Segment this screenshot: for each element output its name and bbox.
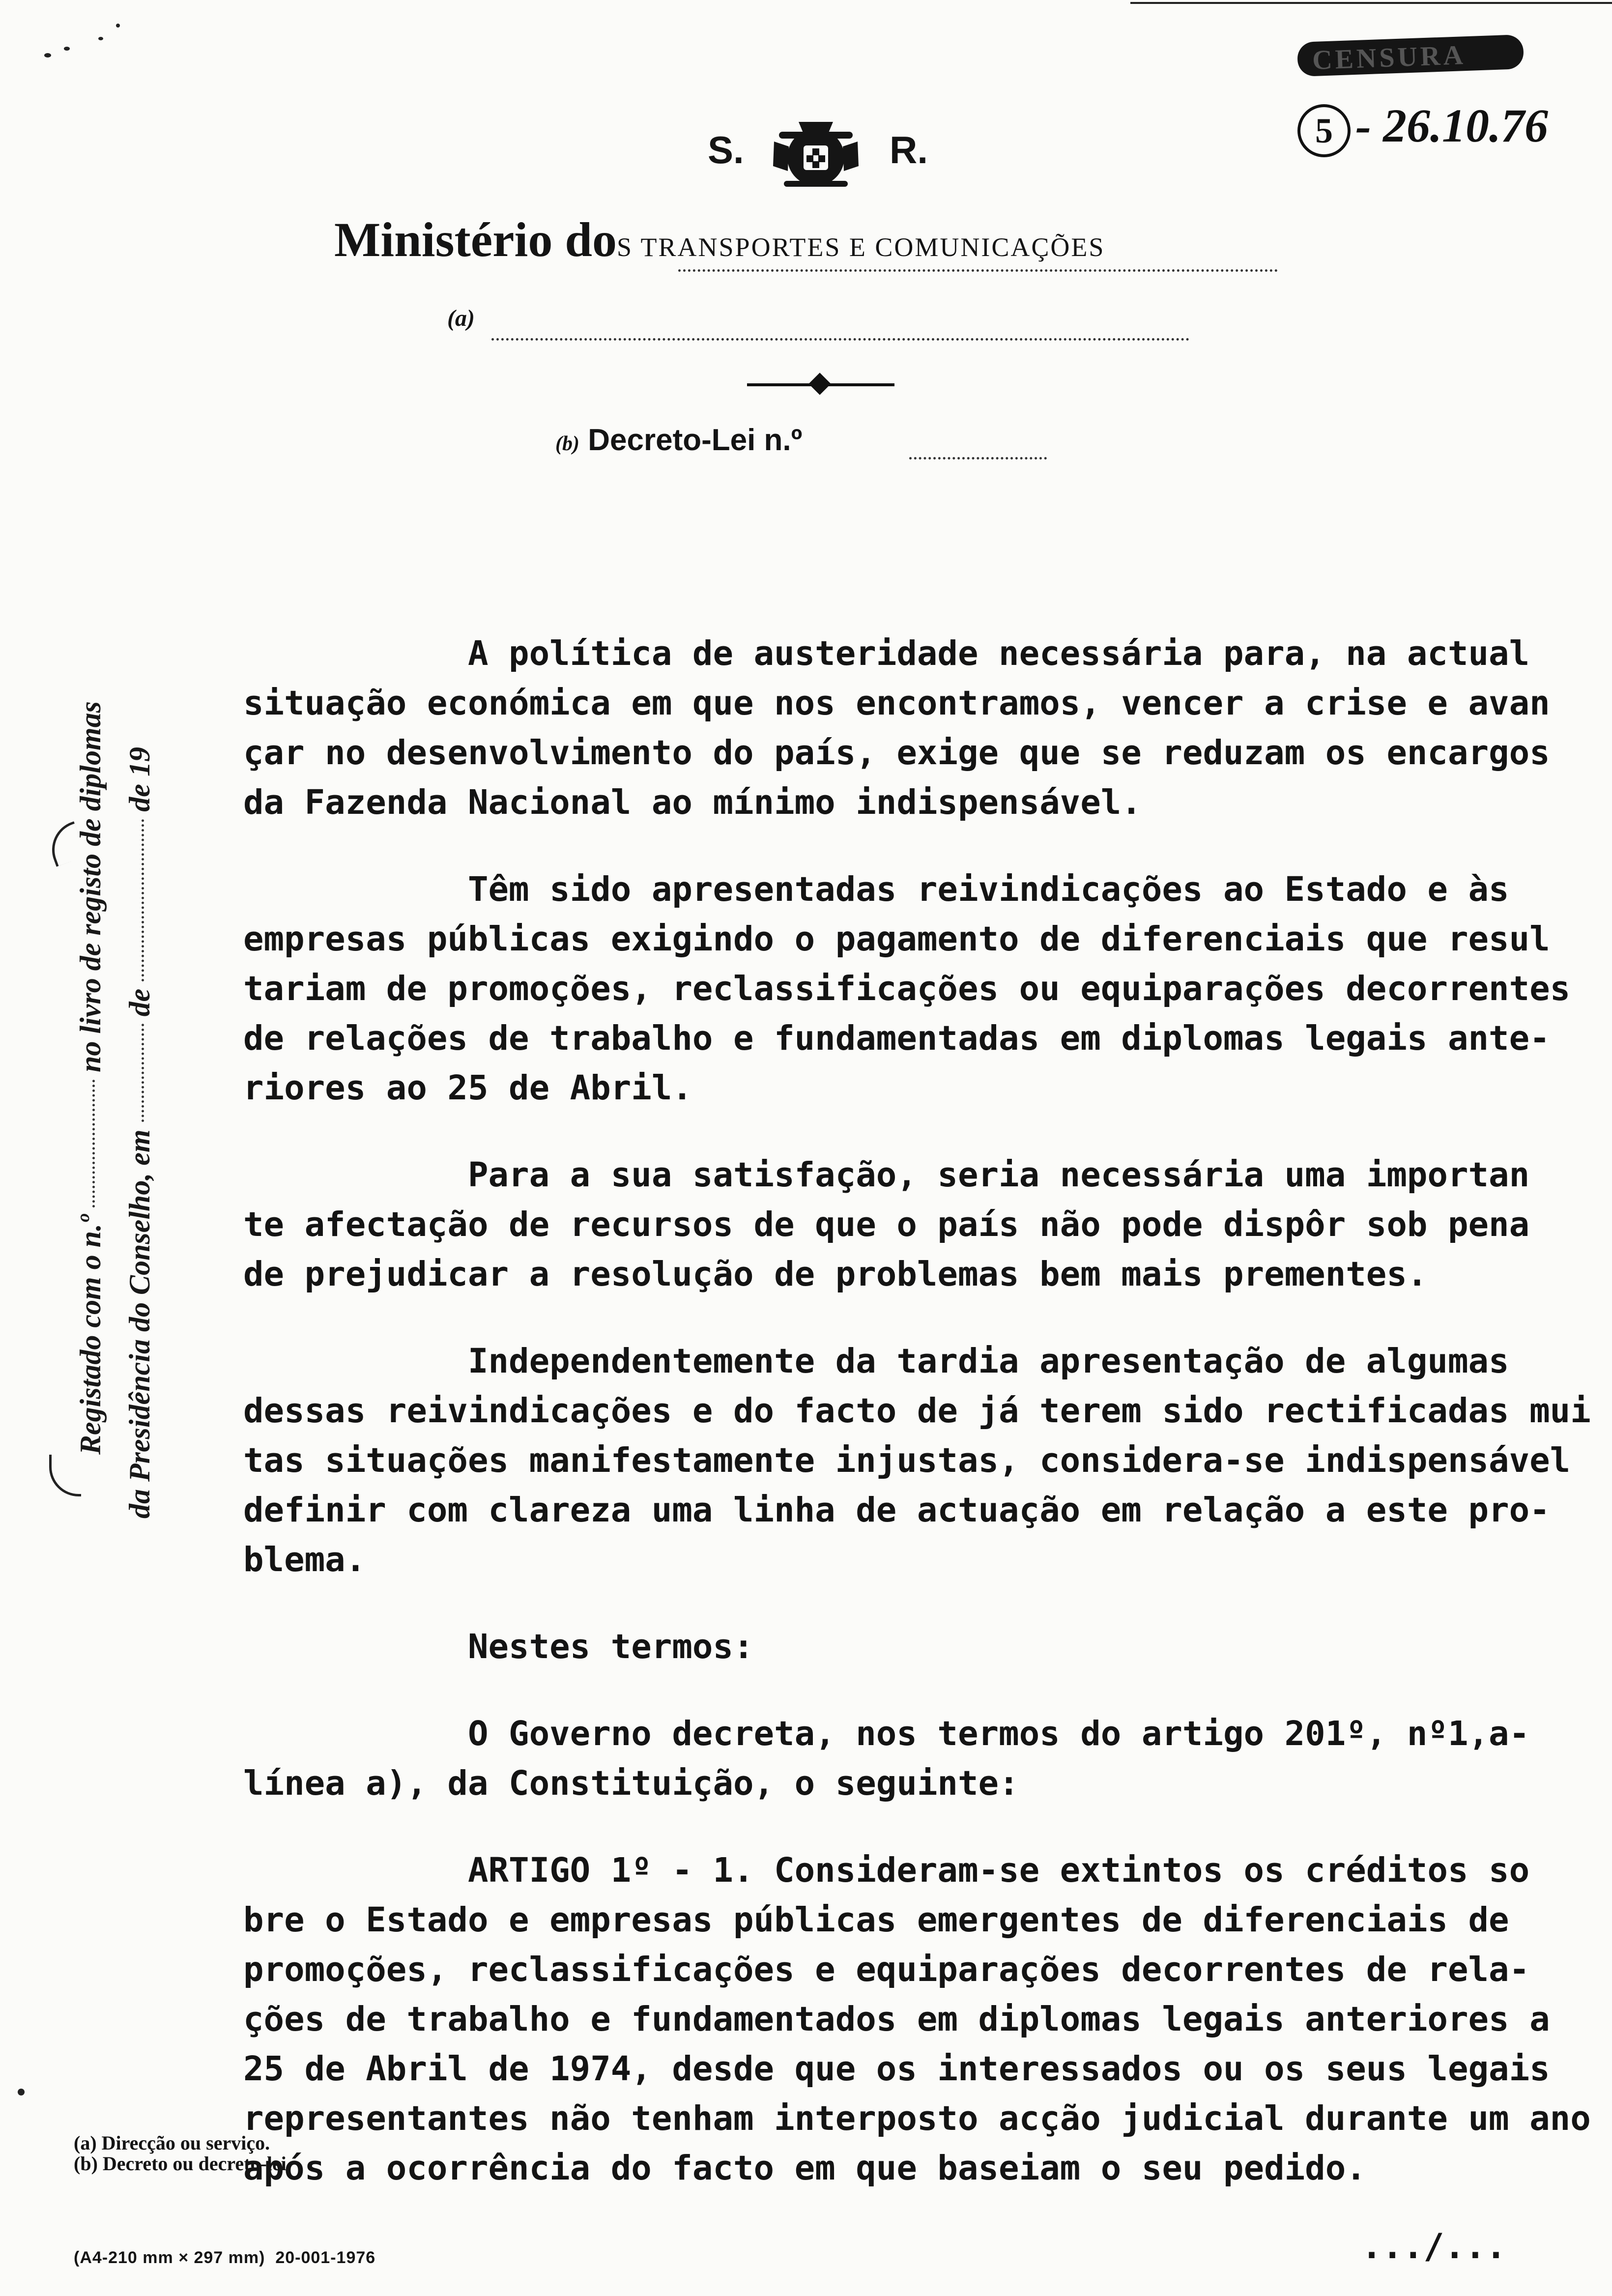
body-paragraph — [243, 1709, 1531, 1808]
top-edge-rule — [1130, 2, 1612, 4]
registry-month-blank — [142, 819, 144, 981]
form-code: (A4-210 mm × 297 mm) 20-001-1976 — [74, 2248, 376, 2267]
circled-number: 5 — [1297, 104, 1351, 157]
decree-number-dotted-line — [909, 457, 1047, 459]
text-line: Para a sua satisfação, seria necessária uma importan — [243, 1155, 1530, 1195]
ministry-prefix: Ministério do — [334, 212, 617, 267]
text-line: empresas públicas exigindo o pagamento de diferenciais que resul — [243, 919, 1550, 959]
body-paragraph — [243, 1337, 1591, 1585]
coat-of-arms-icon — [769, 112, 863, 196]
text-line: bre o Estado e empresas públicas emergentes de diferenciais de — [243, 1900, 1509, 1940]
scan-speck — [18, 2089, 25, 2095]
registry-year-label: de 19 — [123, 747, 156, 812]
registry-day-blank — [142, 1024, 144, 1122]
text-line: tas situações manifestamente injustas, considera-se indispensável — [243, 1441, 1571, 1480]
text-line: da Fazenda Nacional ao mínimo indispensável. — [243, 783, 1142, 822]
body-paragraph — [243, 1622, 1531, 1672]
registry-council-label: da Presidência do Conselho, em — [123, 1129, 156, 1519]
text-line: de relações de trabalho e fundamentadas em diplomas legais ante- — [243, 1019, 1550, 1058]
footnote-marker-b: (b) — [555, 432, 579, 455]
continuation-mark: .../... — [1361, 2226, 1507, 2267]
paragraph-gap — [243, 1585, 1531, 1622]
text-line: ções de trabalho e fundamentados em diplomas legais anteriores a — [243, 2000, 1550, 2039]
text-line: O Governo decreta, nos termos do artigo 201º, nº1,a- — [243, 1714, 1530, 1753]
text-line: de prejudicar a resolução de problemas bem mais prementes. — [243, 1255, 1428, 1294]
text-line: ARTIGO 1º - 1. Consideram-se extintos os créditos so — [243, 1851, 1530, 1890]
ministry-dotted-line — [678, 269, 1278, 272]
registry-number-label: Registado com o n.º — [74, 1215, 107, 1455]
republic-letter-s: S. — [708, 128, 744, 172]
scan-speck — [44, 53, 51, 57]
text-line: blema. — [243, 1540, 366, 1579]
struck-out-stamp — [1297, 34, 1524, 77]
body-paragraph — [243, 1846, 1591, 2193]
body-paragraph — [243, 865, 1571, 1113]
scan-speck — [98, 37, 103, 40]
paragraph-gap — [243, 1299, 1531, 1337]
text-line: çar no desenvolvimento do país, exige que se reduzam os encargos — [243, 733, 1550, 773]
text-line: A política de austeridade necessária para, na actual — [243, 634, 1530, 673]
scan-speck — [64, 47, 70, 51]
text-line: Nestes termos: — [243, 1627, 754, 1666]
registry-de-label: de — [123, 988, 156, 1017]
handwritten-date: - 26.10.76 — [1355, 99, 1548, 152]
margin-bracket-mark — [49, 1455, 81, 1496]
registry-book-label: no livro de registo de diplomas — [74, 701, 107, 1072]
text-line: línea a), da Constituição, o seguinte: — [243, 1764, 1019, 1803]
text-line: dessas reivindicações e do facto de já terem sido rectificadas mui — [243, 1391, 1591, 1431]
footnote-marker-a: (a) — [447, 305, 475, 331]
footnotes — [74, 2133, 291, 2174]
decree-type: Decreto-Lei n.º — [588, 423, 803, 457]
text-line: representantes não tenham interposto acção judicial durante um ano — [243, 2099, 1591, 2138]
paragraph-gap — [243, 1113, 1531, 1150]
text-line: após a ocorrência do facto em que baseiam o seu pedido. — [243, 2149, 1366, 2188]
struck-stamp-text: CENSURA — [1312, 40, 1467, 76]
paragraph-gap — [243, 1672, 1531, 1709]
text-line: situação económica em que nos encontramos, vencer a crise e avan — [243, 684, 1550, 723]
text-line: riores ao 25 de Abril. — [243, 1068, 692, 1108]
scan-speck — [116, 24, 120, 28]
direction-dotted-line — [491, 338, 1189, 341]
ministry-heading — [334, 211, 1105, 268]
text-line: te afectação de recursos de que o país não pode dispôr sob pena — [243, 1205, 1530, 1244]
republic-letter-r: R. — [890, 128, 928, 172]
text-line: tariam de promoções, reclassificações ou equiparações decorrentes — [243, 969, 1571, 1008]
handwritten-date-note — [1297, 98, 1548, 157]
ministry-name: S TRANSPORTES E COMUNICAÇÕES — [616, 232, 1105, 262]
divider-diamond-icon — [808, 373, 831, 395]
paragraph-gap — [243, 1808, 1531, 1846]
decree-label — [555, 423, 802, 458]
body-paragraph — [243, 1150, 1531, 1299]
paragraph-gap — [243, 828, 1531, 865]
text-line: 25 de Abril de 1974, desde que os interessados ou os seus legais — [243, 2049, 1550, 2089]
registry-number-blank — [92, 1080, 95, 1207]
registry-line-2 — [123, 747, 157, 1519]
registry-line-1 — [74, 701, 108, 1455]
text-line: Independentemente da tardia apresentação de algumas — [243, 1342, 1509, 1381]
body-paragraph — [243, 629, 1550, 828]
text-line: definir com clareza uma linha de actuação em relação a este pro- — [243, 1491, 1550, 1530]
footnote-b: (b) Decreto ou decreto-lei. — [74, 2152, 291, 2175]
text-line: Têm sido apresentadas reivindicações ao Estado e às — [243, 870, 1509, 909]
decree-body — [243, 629, 1591, 2193]
text-line: promoções, reclassificações e equiparações decorrentes de rela- — [243, 1950, 1530, 1989]
footnote-a: (a) Direcção ou serviço. — [74, 2132, 270, 2154]
